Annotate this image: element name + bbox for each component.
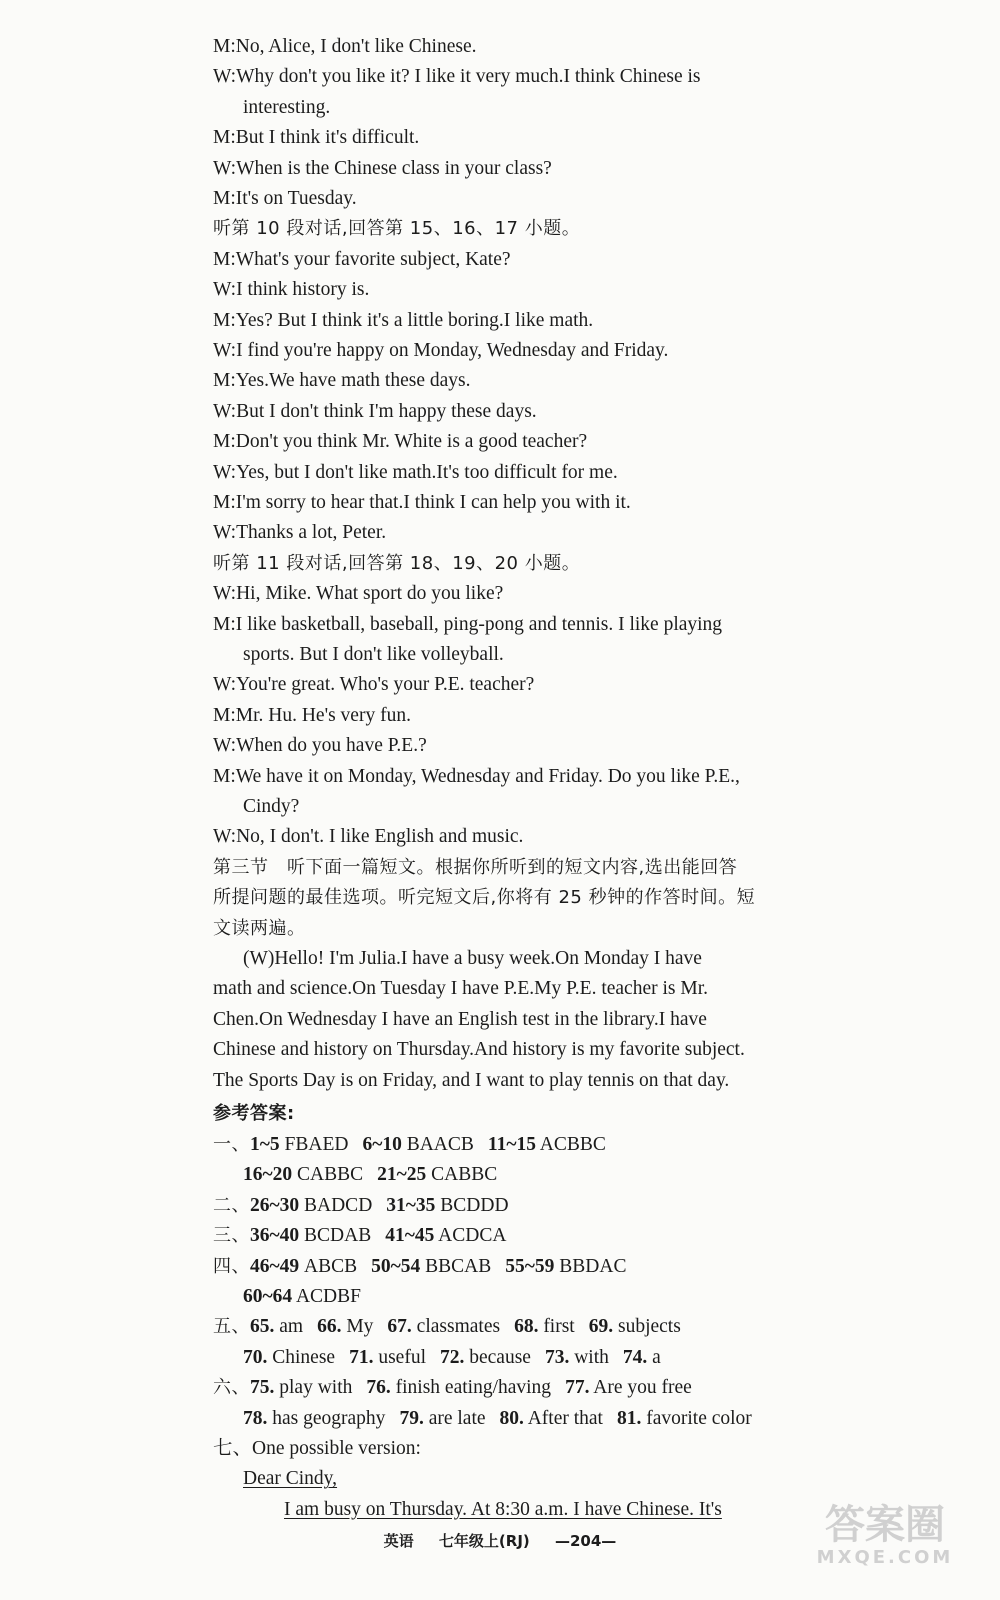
answer-row: [243, 1406, 766, 1432]
answer-group: [377, 1164, 497, 1185]
answer-group: [243, 1347, 335, 1368]
question-range: 1~5: [250, 1134, 280, 1155]
answer-section-number: 五、: [213, 1316, 250, 1338]
question-range: 16~20: [243, 1164, 293, 1186]
transcript-line: M:What's your favorite subject, Kate?: [213, 248, 511, 270]
transcript-line: M:Yes? But I think it's a little boring.I like math.: [213, 309, 594, 331]
question-range: 11~15: [487, 1134, 536, 1155]
section-instruction: 文读两遍。: [213, 917, 306, 939]
answer-row: [213, 1314, 695, 1340]
answer-section-number: 六、: [213, 1377, 250, 1399]
answer-group: [545, 1347, 609, 1368]
answer-group: [243, 1164, 363, 1185]
question-range: 70.: [243, 1346, 268, 1368]
answer-group: [399, 1408, 485, 1429]
transcript-line: M:Mr. Hu. He's very fun.: [213, 704, 411, 726]
transcript-line: math and science.On Tuesday I have P.E.My P.E. teacher is Mr.: [213, 978, 709, 1000]
question-range: 67.: [387, 1316, 412, 1338]
question-range: 77.: [565, 1377, 590, 1399]
answer-value: FBAED: [284, 1134, 349, 1155]
question-range: 31~35: [386, 1194, 436, 1216]
section-instruction: 所提问题的最佳选项。听完短文后,你将有 25 秒钟的作答时间。短: [213, 887, 756, 909]
answer-section-number: 三、: [213, 1225, 250, 1247]
answer-group: [500, 1408, 603, 1429]
answers-heading: 参考答案:: [213, 1103, 295, 1124]
answer-row: [243, 1162, 511, 1188]
transcript-line: M:We have it on Monday, Wednesday and Friday. Do you like P.E.,: [213, 765, 740, 787]
answer-section-number: 四、: [213, 1255, 250, 1277]
question-range: 6~10: [362, 1134, 402, 1155]
answer-group: [349, 1347, 426, 1368]
answer-row: [213, 1132, 620, 1158]
question-range: 55~59: [505, 1255, 555, 1277]
answer-value: because: [469, 1346, 531, 1368]
transcript-line: W:I think history is.: [213, 279, 370, 301]
answer-group: [250, 1195, 372, 1216]
answer-value: subjects: [617, 1316, 681, 1338]
answer-value: play with: [279, 1377, 353, 1399]
answer-row: [243, 1345, 675, 1371]
answer-group: [505, 1256, 626, 1277]
answer-group: [387, 1316, 500, 1337]
answer-group: [617, 1408, 752, 1429]
answer-group: [440, 1347, 531, 1368]
question-range: 76.: [366, 1377, 391, 1399]
question-range: 66.: [317, 1316, 342, 1338]
transcript-line: W:When is the Chinese class in your class?: [213, 157, 552, 179]
transcript-line: W:Thanks a lot, Peter.: [213, 522, 387, 544]
question-range: 41~45: [385, 1225, 435, 1247]
transcript-line: M:I like basketball, baseball, ping-pong and tennis. I like playing: [213, 613, 723, 635]
section-instruction: 听第 10 段对话,回答第 15、16、17 小题。: [213, 218, 581, 240]
transcript-line: Chinese and history on Thursday.And history is my favorite subject.: [213, 1039, 745, 1061]
answer-value: BADCD: [304, 1194, 373, 1216]
question-range: 60~64: [243, 1286, 293, 1307]
answer-value: classmates: [416, 1316, 501, 1338]
answer-value: After that: [527, 1407, 603, 1429]
answer-group: [243, 1286, 361, 1307]
answer-group: [250, 1225, 371, 1246]
watermark-sub: MXQE.COM: [816, 1547, 954, 1568]
transcript-line: W:When do you have P.E.?: [213, 735, 427, 757]
question-range: 50~54: [371, 1255, 421, 1277]
question-range: 78.: [243, 1407, 268, 1429]
answer-group: [488, 1134, 606, 1155]
answer-row: [213, 1375, 706, 1401]
transcript-line: W:I find you're happy on Monday, Wednesday and Friday.: [213, 340, 669, 361]
answer-value: CABBC: [297, 1164, 364, 1186]
answer-section-number: 一、: [213, 1134, 250, 1155]
answer-value: a: [652, 1346, 661, 1368]
transcript-line: W:Hi, Mike. What sport do you like?: [213, 583, 504, 605]
transcript-line: (W)Hello! I'm Julia.I have a busy week.On Monday I have: [243, 948, 702, 969]
answer-group: [250, 1316, 303, 1337]
answer-value: My: [346, 1316, 374, 1338]
answer-group: [317, 1316, 373, 1337]
answer-value: Chinese: [272, 1346, 336, 1368]
section-instruction: 第三节 听下面一篇短文。根据你所听到的短文内容,选出能回答: [213, 856, 738, 878]
answer-group: [250, 1377, 352, 1398]
answer-value: BBDAC: [559, 1255, 627, 1277]
answer-value: ACDCA: [438, 1225, 507, 1247]
answer-value: first: [543, 1316, 575, 1338]
question-range: 72.: [439, 1346, 465, 1368]
answer-value: has geography: [272, 1407, 386, 1429]
question-range: 71.: [349, 1346, 374, 1368]
footer-grade: 七年级上(RJ): [438, 1532, 530, 1550]
question-range: 46~49: [250, 1255, 300, 1277]
answer-row: [213, 1193, 523, 1219]
transcript-line: M:But I think it's difficult.: [213, 127, 420, 149]
answer-value: useful: [378, 1346, 426, 1368]
site-watermark-logo: [790, 1502, 980, 1572]
footer-subject: 英语: [383, 1532, 414, 1550]
answer-value: favorite color: [646, 1407, 752, 1429]
question-range: 74.: [622, 1346, 648, 1368]
answer-value: Are you free: [593, 1377, 692, 1399]
answer-group: [589, 1316, 681, 1337]
answer-value: finish eating/having: [395, 1377, 552, 1399]
transcript-line: Chen.On Wednesday I have an English test in the library.I have: [213, 1008, 707, 1030]
answer-row: [213, 1223, 520, 1249]
transcript-line: Cindy?: [243, 796, 300, 817]
answer-value: BBCAB: [425, 1255, 492, 1277]
transcript-line: W:No, I don't. I like English and music.: [213, 826, 524, 848]
transcript-line: interesting.: [243, 96, 331, 118]
transcript-line: M:I'm sorry to hear that.I think I can help you with it.: [213, 492, 631, 513]
question-range: 65.: [250, 1316, 275, 1338]
question-range: 73.: [544, 1346, 570, 1368]
answer-value: am: [279, 1316, 304, 1338]
answer-value: BCDAB: [304, 1225, 372, 1247]
question-range: 26~30: [250, 1194, 300, 1216]
answer-value: are late: [428, 1407, 486, 1429]
transcript-line: M:Don't you think Mr. White is a good teacher?: [213, 431, 588, 453]
answer-group: [243, 1408, 385, 1429]
question-range: 36~40: [250, 1225, 300, 1247]
question-range: 75.: [250, 1377, 275, 1399]
transcript-line: sports. But I don't like volleyball.: [243, 644, 504, 665]
answer-value: BCDDD: [440, 1194, 509, 1216]
answer-row: [213, 1254, 640, 1280]
answer-row: [243, 1284, 375, 1310]
question-range: 79.: [399, 1407, 424, 1429]
question-range: 69.: [588, 1316, 614, 1338]
answer-group: [250, 1134, 348, 1155]
answer-group: [386, 1195, 508, 1216]
answer-value: ACBBC: [539, 1134, 606, 1155]
answer-group: [514, 1316, 575, 1337]
transcript-line: The Sports Day is on Friday, and I want to play tennis on that day.: [213, 1069, 730, 1091]
answer-value: ACDBF: [295, 1286, 361, 1307]
answer-group: [250, 1256, 357, 1277]
letter-body-line: I am busy on Thursday. At 8:30 a.m. I have Chinese. It's: [284, 1498, 722, 1520]
answer-value: with: [574, 1346, 609, 1368]
question-range: 21~25: [377, 1164, 427, 1186]
letter-greeting: Dear Cindy,: [243, 1468, 338, 1490]
transcript-line: W:Yes, but I don't like math.It's too difficult for me.: [213, 461, 618, 483]
section-instruction: 听第 11 段对话,回答第 18、19、20 小题。: [213, 552, 581, 574]
question-range: 81.: [616, 1407, 642, 1429]
footer-page-number: —204—: [555, 1532, 617, 1550]
question-range: 68.: [514, 1316, 539, 1338]
answer-value: CABBC: [431, 1164, 498, 1186]
transcript-line: M:Yes.We have math these days.: [213, 370, 471, 392]
question-range: 80.: [499, 1407, 524, 1429]
transcript-line: W:Why don't you like it? I like it very much.I think Chinese is: [213, 66, 701, 88]
answer-group: [623, 1347, 661, 1368]
answer-section-number: 二、: [213, 1194, 250, 1216]
answer-value: ABCB: [304, 1255, 358, 1277]
answer-group: [565, 1377, 692, 1398]
transcript-line: W:But I don't think I'm happy these days.: [213, 400, 537, 422]
answer-group: [385, 1225, 506, 1246]
answer-value: BAACB: [406, 1134, 474, 1155]
transcript-line: M:It's on Tuesday.: [213, 188, 357, 209]
section7-label: 七、One possible version:: [213, 1438, 421, 1459]
answer-group: [362, 1134, 473, 1155]
answer-group: [371, 1256, 491, 1277]
transcript-line: M:No, Alice, I don't like Chinese.: [213, 36, 477, 57]
transcript-line: W:You're great. Who's your P.E. teacher?: [213, 674, 535, 696]
answer-group: [366, 1377, 551, 1398]
watermark-main: 答案圈: [825, 1502, 945, 1548]
